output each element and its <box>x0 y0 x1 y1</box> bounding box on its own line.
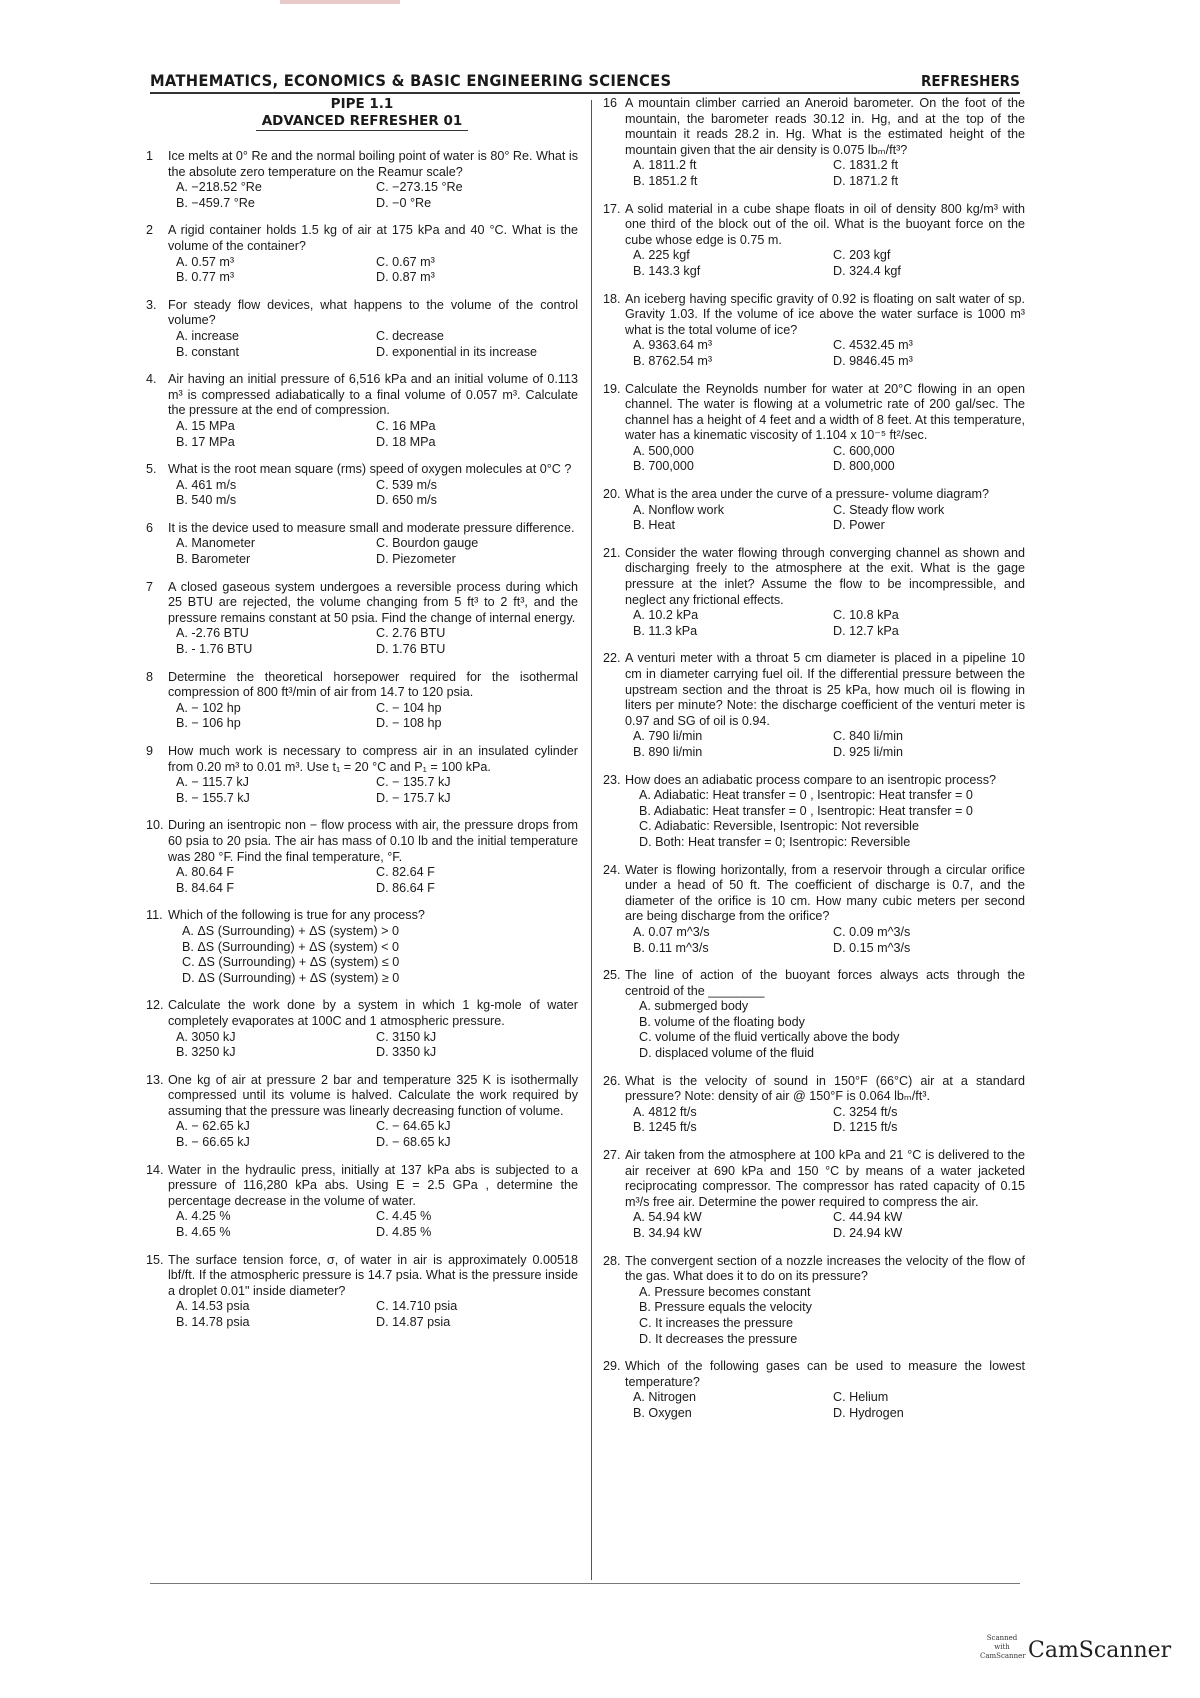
question-text: Calculate the work done by a system in which 1 kg-mole of water completely evaporates at 100C and 1 atmospheric pressure. <box>168 998 578 1028</box>
option: B. - 1.76 BTU <box>176 642 253 657</box>
question-number: 3. <box>146 297 157 312</box>
option: B. 1851.2 ft <box>633 173 698 188</box>
option: A. Adiabatic: Heat transfer = 0 , Isentropic: Heat transfer = 0 <box>639 788 973 803</box>
options <box>625 503 1025 534</box>
question-text: Air taken from the atmosphere at 100 kPa and 21 °C is delivered to the air receiver at 690 kPa and 150 °C by means of a water jacketed reciprocating compressor. The compressor has rated capacity of 0.15 m³/s free air. Determine the power required to compress the air. <box>625 1148 1025 1209</box>
option: C. 4532.45 m³ <box>833 338 913 353</box>
option: A. 4.25 % <box>176 1209 231 1224</box>
question-number: 25. <box>603 968 621 983</box>
option: A. 3050 kJ <box>176 1029 236 1044</box>
question-text: The line of action of the buoyant forces always acts through the centroid of the ________ <box>625 968 1025 998</box>
option: A. − 102 hp <box>176 700 241 715</box>
option: D. 324.4 kgf <box>833 263 901 278</box>
options <box>168 924 578 986</box>
question-text: Air having an initial pressure of 6,516 kPa and an initial volume of 0.113 m³ is compressed adiabatically to a final volume of 0.057 m³. Calculate the pressure at the end of compression. <box>168 372 578 418</box>
option: D. Piezometer <box>376 552 456 567</box>
option: B. 700,000 <box>633 459 694 474</box>
option: A. ΔS (Surrounding) + ΔS (system) > 0 <box>182 923 400 938</box>
question-text: What is the root mean square (rms) speed of oxygen molecules at 0°C ? <box>168 462 572 477</box>
options <box>625 1105 1025 1136</box>
option: A. 80.64 F <box>176 865 235 880</box>
question <box>146 372 578 450</box>
question-number: 21. <box>603 545 621 560</box>
question-text: A venturi meter with a throat 5 cm diameter is placed in a pipeline 10 cm in diameter carrying fuel oil. If the differential pressure between the upstream section and the throat is 25 kPa, how much oil is flowing in liters per minute? Note: the discharge coefficient of the venturi meter is 0.97 and SG of oil is 0.94. <box>625 651 1025 728</box>
bottom-rule <box>150 1583 1020 1584</box>
option: C. Bourdon gauge <box>376 536 479 551</box>
option: B. 0.77 m³ <box>176 270 235 285</box>
option: C. 3150 kJ <box>376 1029 437 1044</box>
question-text: Consider the water flowing through converging channel as shown and discharging freely to the atmosphere at the exit. What is the gage pressure at the inlet? Assume the flow to be incompressible, and neglect any frictional effects. <box>625 545 1025 607</box>
option: A. 0.57 m³ <box>176 254 235 269</box>
question-text: How does an adiabatic process compare to an isentropic process? <box>625 772 997 787</box>
question <box>603 202 1025 280</box>
question <box>146 462 578 509</box>
question-text: A mountain climber carried an Aneroid barometer. On the foot of the mountain, the barometer reads 30.12 in. Hg, and at the top of the mountain it reads 28.2 in. Hg. What is the estimated height of the mountain given that the air density is 0.075 lbₘ/ft³? <box>625 96 1025 157</box>
option: A. 1811.2 ft <box>633 158 697 173</box>
page-header <box>150 64 1020 94</box>
options <box>168 1209 578 1240</box>
option: A. submerged body <box>639 999 749 1014</box>
question <box>146 1163 578 1241</box>
option: D. − 108 hp <box>376 716 442 731</box>
options <box>168 419 578 450</box>
question-number: 9 <box>146 744 154 758</box>
question-text: It is the device used to measure small and moderate pressure difference. <box>168 520 575 535</box>
option: B. 34.94 kW <box>633 1226 702 1240</box>
question <box>146 521 578 568</box>
option: B. Heat <box>633 518 675 533</box>
option: A. 9363.64 m³ <box>633 338 713 353</box>
option: C. 203 kgf <box>833 248 891 263</box>
option: A. Pressure becomes constant <box>639 1284 811 1299</box>
question-text: Which of the following gases can be used to measure the lowest temperature? <box>625 1359 1025 1389</box>
question <box>146 298 578 360</box>
option: C. 539 m/s <box>376 477 437 492</box>
option: B. − 66.65 kJ <box>176 1135 250 1150</box>
option: C. Helium <box>833 1390 889 1405</box>
question <box>146 1073 578 1151</box>
question <box>146 149 578 211</box>
option: D. 9846.45 m³ <box>833 353 913 368</box>
option: C. ΔS (Surrounding) + ΔS (system) ≤ 0 <box>182 955 400 970</box>
option: C. It increases the pressure <box>639 1315 793 1330</box>
option: C. 2.76 BTU <box>376 626 446 641</box>
option: B. 11.3 kPa <box>633 623 698 638</box>
question <box>146 670 578 732</box>
question-text: The surface tension force, σ, of water in air is approximately 0.00518 lbf/ft. If the atmospheric pressure is 14.7 psia. What is the pressure inside a droplet 0.01" inside diameter? <box>168 1252 578 1298</box>
option: A. Nonflow work <box>633 502 724 517</box>
option: D. 925 li/min <box>833 744 903 759</box>
question-text: Determine the theoretical horsepower required for the isothermal compression of 800 ft³/min of air from 14.7 to 120 psia. <box>168 669 578 700</box>
option: B. 3250 kJ <box>176 1045 236 1060</box>
option: D. 24.94 kW <box>833 1226 903 1240</box>
option: B. Oxygen <box>633 1405 692 1420</box>
options <box>625 999 1025 1061</box>
option: A. increase <box>176 328 239 343</box>
logo-line-1: Scanned with <box>986 1634 1018 1651</box>
question-number: 16 <box>603 96 618 110</box>
option: A. Manometer <box>176 536 256 551</box>
option: B. 4.65 % <box>176 1225 231 1240</box>
options <box>168 478 578 509</box>
right-column <box>603 96 1025 1434</box>
option: A. 0.07 m^3/s <box>633 924 710 939</box>
question-number: 13. <box>146 1072 164 1087</box>
option: C. 14.710 psia <box>376 1299 458 1314</box>
option: C. − 135.7 kJ <box>376 775 451 790</box>
option: B. volume of the floating body <box>639 1014 805 1029</box>
option: A. 14.53 psia <box>176 1299 250 1314</box>
options <box>625 1390 1025 1421</box>
option: B. 143.3 kgf <box>633 263 701 278</box>
question <box>146 744 578 806</box>
option: C. Steady flow work <box>833 502 945 517</box>
option: C. 1831.2 ft <box>833 158 899 173</box>
logo-line-2: CamScanner <box>980 1652 1026 1660</box>
question-number: 1 <box>146 149 154 163</box>
header-title: MATHEMATICS, ECONOMICS & BASIC ENGINEERING SCIENCES <box>150 71 672 90</box>
options <box>625 1210 1025 1241</box>
section-line-1: PIPE 1.1 <box>330 96 394 112</box>
question-number: 23. <box>603 772 621 787</box>
question <box>603 1074 1025 1136</box>
question <box>603 382 1025 476</box>
question-number: 14. <box>146 1162 164 1177</box>
option: D. 1.76 BTU <box>376 642 446 657</box>
question <box>146 580 578 658</box>
option: D. Power <box>833 518 885 533</box>
question-text: A rigid container holds 1.5 kg of air at 175 kPa and 40 °C. What is the volume of the container? <box>168 223 578 253</box>
option: C. − 104 hp <box>376 700 442 715</box>
question-text: Ice melts at 0° Re and the normal boiling point of water is 80° Re. What is the absolute zero temperature on the Reamur scale? <box>168 149 578 179</box>
option: D. 650 m/s <box>376 493 437 508</box>
option: B. Barometer <box>176 552 251 567</box>
question-text: One kg of air at pressure 2 bar and temperature 325 K is isothermally compressed until its volume is halved. Calculate the work required by assuming that the pressure was linearly decreasing function of volume. <box>168 1072 578 1118</box>
option: A. − 115.7 kJ <box>176 775 249 790</box>
option: C. − 64.65 kJ <box>376 1119 451 1134</box>
question-number: 27. <box>603 1148 621 1163</box>
option: B. constant <box>176 344 240 359</box>
option: C. 0.09 m^3/s <box>833 924 911 939</box>
question-number: 18. <box>603 291 621 306</box>
question-number: 4. <box>146 372 157 387</box>
option: D. exponential in its increase <box>376 344 538 359</box>
option: C. 82.64 F <box>376 865 435 880</box>
option: A. 10.2 kPa <box>633 608 699 623</box>
options <box>168 255 578 286</box>
options <box>625 338 1025 369</box>
option: D. − 68.65 kJ <box>376 1135 451 1150</box>
question <box>603 292 1025 370</box>
option: C. 600,000 <box>833 443 895 458</box>
option: B. 540 m/s <box>176 493 237 508</box>
option: B. Adiabatic: Heat transfer = 0 , Isentropic: Heat transfer = 0 <box>639 803 973 818</box>
options <box>625 925 1025 956</box>
option: A. − 62.65 kJ <box>176 1119 250 1134</box>
options <box>168 865 578 896</box>
question <box>146 818 578 896</box>
option: A. 4812 ft/s <box>633 1104 697 1119</box>
question <box>603 1254 1025 1348</box>
section-line-2: ADVANCED REFRESHER 01 <box>256 113 469 131</box>
option: B. 8762.54 m³ <box>633 353 713 368</box>
question <box>603 96 1025 190</box>
option: A. -2.76 BTU <box>176 626 249 641</box>
camscanner-logo-icon <box>980 1634 1024 1668</box>
question-number: 5. <box>146 462 157 477</box>
question <box>603 651 1025 760</box>
question-number: 15. <box>146 1252 164 1267</box>
top-edge-mark <box>280 0 400 4</box>
question <box>603 546 1025 640</box>
question <box>603 773 1025 851</box>
option: D. 0.87 m³ <box>376 270 435 285</box>
question <box>603 1148 1025 1242</box>
option: C. 0.67 m³ <box>376 254 435 269</box>
question-text: An iceberg having specific gravity of 0.92 is floating on salt water of sp. Gravity 1.03. If the volume of ice above the water surface is 1000 m³ what is the total volume of ice? <box>625 291 1025 337</box>
question-number: 2 <box>146 223 154 238</box>
option: D. ΔS (Surrounding) + ΔS (system) ≥ 0 <box>182 970 400 985</box>
camscanner-brand: CamScanner <box>1028 1638 1172 1663</box>
option: A. 461 m/s <box>176 477 237 492</box>
options <box>168 1299 578 1330</box>
option: C. −273.15 °Re <box>376 180 463 195</box>
option: D. It decreases the pressure <box>639 1331 798 1346</box>
question-number: 29. <box>603 1359 621 1374</box>
question-text: A closed gaseous system undergoes a reversible process during which 25 BTU are rejected, the volume changing from 5 ft³ to 2 ft³, and the pressure remains constant at 50 psia. Find the change of internal energy. <box>168 579 578 625</box>
left-column <box>146 96 578 1343</box>
option: C. 3254 ft/s <box>833 1104 898 1119</box>
options <box>168 180 578 211</box>
question-text: During an isentropic non − flow process with air, the pressure drops from 60 psia to 20 psia. The air has mass of 0.10 lb and the initial temperature was 280 °F. Find the final temperature, °F. <box>168 818 578 864</box>
question <box>603 487 1025 534</box>
option: D. 3350 kJ <box>376 1045 437 1060</box>
question <box>146 1253 578 1331</box>
question-text: What is the velocity of sound in 150°F (66°C) air at a standard pressure? Note: density of air @ 150°F is 0.064 lbₘ/ft³. <box>625 1073 1025 1104</box>
option: B. − 106 hp <box>176 716 241 731</box>
option: D. 4.85 % <box>376 1225 432 1240</box>
question-number: 12. <box>146 998 164 1013</box>
option: A. −218.52 °Re <box>176 180 262 195</box>
question-text: For steady flow devices, what happens to the volume of the control volume? <box>168 297 578 328</box>
options <box>625 729 1025 760</box>
options <box>625 788 1025 850</box>
option: D. 0.15 m^3/s <box>833 940 911 955</box>
options <box>168 1119 578 1150</box>
option: D. 800,000 <box>833 459 895 474</box>
question-number: 19. <box>603 381 621 396</box>
options <box>625 608 1025 639</box>
options <box>168 626 578 657</box>
question-number: 8 <box>146 669 154 684</box>
option: A. 54.94 kW <box>633 1210 702 1225</box>
options <box>168 1030 578 1061</box>
option: D. −0 °Re <box>376 195 432 210</box>
option: B. Pressure equals the velocity <box>639 1300 812 1315</box>
option: B. −459.7 °Re <box>176 195 255 210</box>
column-divider <box>591 100 592 1580</box>
options <box>625 444 1025 475</box>
option: D. Hydrogen <box>833 1405 904 1420</box>
question <box>603 863 1025 957</box>
option: D. 14.87 psia <box>376 1315 451 1329</box>
question-text: The convergent section of a nozzle increases the velocity of the flow of the gas. What does it to do on its pressure? <box>625 1253 1025 1284</box>
option: B. 0.11 m^3/s <box>633 940 709 955</box>
option: C. decrease <box>376 328 444 343</box>
option: A. 15 MPa <box>176 418 235 433</box>
question <box>146 223 578 285</box>
option: D. 12.7 kPa <box>833 623 899 638</box>
question-text: A solid material in a cube shape floats in oil of density 800 kg/m³ with one third of the block out of the oil. What is the buoyant force on the cube whose edge is 0.75 m. <box>625 201 1025 247</box>
option: C. Adiabatic: Reversible, Isentropic: Not reversible <box>639 819 919 834</box>
options <box>168 775 578 806</box>
options <box>625 158 1025 189</box>
option: D. 1871.2 ft <box>833 173 899 188</box>
option: C. volume of the fluid vertically above the body <box>639 1030 900 1045</box>
question-text: Calculate the Reynolds number for water at 20°C flowing in an open channel. The water is flowing at a volumetric rate of 200 gal/sec. The channel has a height of 4 feet and a width of 8 feet. At this temperature, water has a kinematic viscosity of 1.104 x 10⁻⁵ ft²/sec. <box>625 381 1025 443</box>
question-number: 26. <box>603 1073 621 1088</box>
options <box>625 1285 1025 1347</box>
option: B. 890 li/min <box>633 744 703 759</box>
question-number: 28. <box>603 1253 621 1268</box>
question-number: 6 <box>146 520 154 535</box>
option: B. − 155.7 kJ <box>176 790 250 805</box>
question-number: 10. <box>146 818 164 833</box>
option: D. 1215 ft/s <box>833 1120 898 1135</box>
option: B. 84.64 F <box>176 880 235 895</box>
question <box>146 998 578 1060</box>
option: A. Nitrogen <box>633 1390 696 1405</box>
question-text: What is the area under the curve of a pressure- volume diagram? <box>625 487 990 502</box>
question-text: How much work is necessary to compress air in an insulated cylinder from 0.20 m³ to 0.01 m³. Use t₁ = 20 °C and P₁ = 100 kPa. <box>168 744 578 774</box>
option: A. 790 li/min <box>633 729 703 744</box>
question <box>146 908 578 986</box>
option: D. displaced volume of the fluid <box>639 1046 815 1061</box>
question-number: 11. <box>146 908 163 923</box>
options <box>168 536 578 567</box>
option: C. 44.94 kW <box>833 1210 903 1225</box>
option: D. 86.64 F <box>376 880 435 895</box>
question-text: Which of the following is true for any process? <box>168 908 425 923</box>
option: C. 10.8 kPa <box>833 608 899 623</box>
question <box>603 1359 1025 1421</box>
options <box>168 701 578 732</box>
option: C. 4.45 % <box>376 1209 432 1224</box>
option: D. 18 MPa <box>376 434 436 449</box>
question-number: 22. <box>603 651 621 666</box>
option: C. 840 li/min <box>833 729 903 744</box>
option: C. 16 MPa <box>376 418 436 433</box>
header-right-label: REFRESHERS <box>921 72 1020 90</box>
question-text: Water is flowing horizontally, from a reservoir through a circular orifice under a head of 50 ft. The coefficient of discharge is 0.7, and the diameter of the orifice is 10 cm. How many cubic meters per second are being discharge from the orifice? <box>625 862 1025 924</box>
section-heading <box>146 96 578 131</box>
option: B. 17 MPa <box>176 434 235 449</box>
option: D. Both: Heat transfer = 0; Isentropic: Reversible <box>639 834 911 849</box>
option: B. 14.78 psia <box>176 1315 250 1329</box>
options <box>625 248 1025 279</box>
options <box>168 329 578 360</box>
question-text: Water in the hydraulic press, initially at 137 kPa abs is subjected to a pressure of 116,280 kPa abs. Using E = 2.5 GPa , determine the percentage decrease in the volume of water. <box>168 1162 578 1208</box>
question-number: 20. <box>603 487 621 502</box>
question-number: 7 <box>146 579 154 594</box>
option: A. 225 kgf <box>633 248 690 263</box>
question-number: 17. <box>603 201 621 216</box>
option: B. 1245 ft/s <box>633 1120 697 1135</box>
option: A. 500,000 <box>633 443 694 458</box>
option: D. − 175.7 kJ <box>376 790 451 805</box>
question <box>603 968 1025 1062</box>
option: B. ΔS (Surrounding) + ΔS (system) < 0 <box>182 939 400 954</box>
question-number: 24. <box>603 862 621 877</box>
